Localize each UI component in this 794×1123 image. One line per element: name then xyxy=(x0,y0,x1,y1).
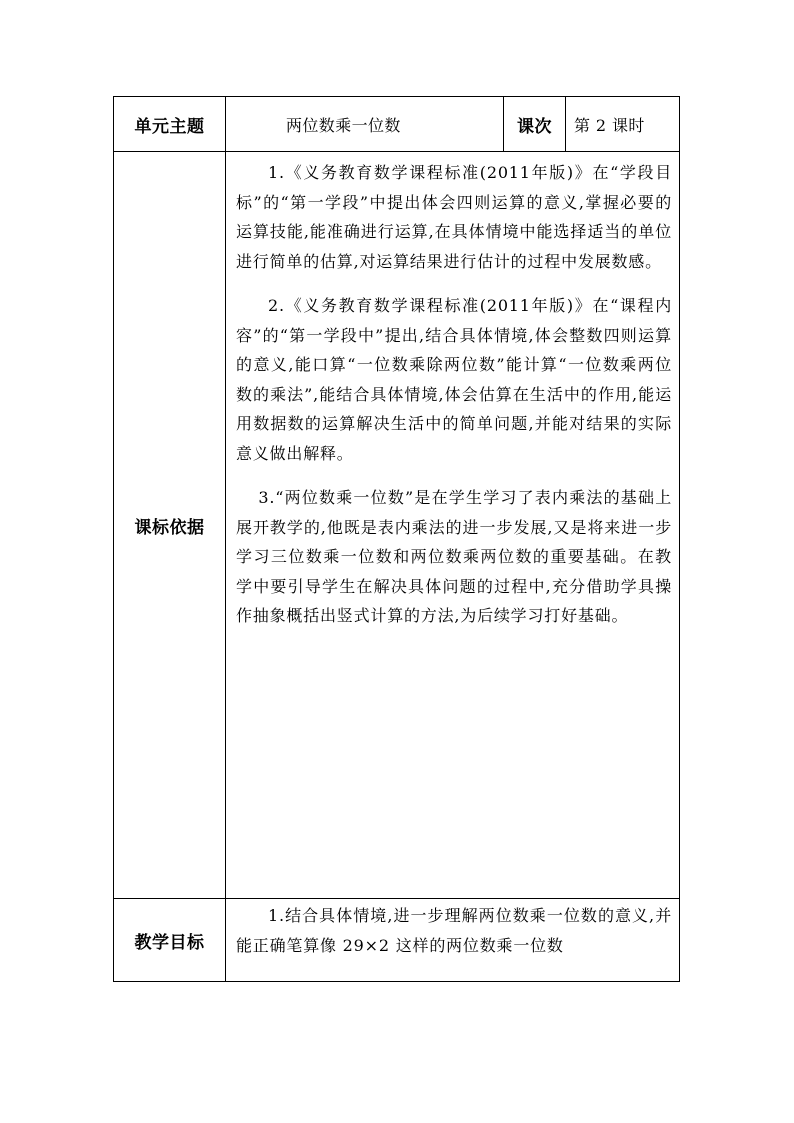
header-row xyxy=(114,97,680,152)
curriculum-basis-paragraph-1: 1.《义务教育数学课程标准(2011年版)》在“学段目标”的“第一学段”中提出体会四则运算的意义,掌握必要的运算技能,能准确进行运算,在具体情境中能选择适当的单位进行简单的估算,对运算结果进行估计的过程中发展数感。 xyxy=(236,163,672,271)
curriculum-basis-paragraph-3: 3.“两位数乘一位数”是在学生学习了表内乘法的基础上展开教学的,他既是表内乘法的进一步发展,又是将来进一步学习三位数乘一位数和两位数乘两位数的重要基础。在教学中要引导学生在解决具体问题的过程中,充分借助学具操作抽象概括出竖式计算的方法,为后续学习打好基础。 xyxy=(236,488,672,625)
unit-theme-value: 两位数乘一位数 xyxy=(226,97,504,152)
curriculum-basis-content xyxy=(226,152,680,899)
lesson-value: 第 2 课时 xyxy=(566,97,680,152)
teaching-goals-content xyxy=(226,899,680,982)
teaching-goals-row xyxy=(114,899,680,982)
curriculum-basis-label: 课标依据 xyxy=(114,152,226,899)
teaching-goals-paragraph-1: 1.结合具体情境,进一步理解两位数乘一位数的意义,并能正确笔算像 29×2 这样的两位数乘一位数 xyxy=(236,906,672,955)
lesson-plan-table xyxy=(113,96,680,982)
curriculum-basis-row xyxy=(114,152,680,899)
unit-theme-label: 单元主题 xyxy=(114,97,226,152)
curriculum-basis-paragraph-2: 2.《义务教育数学课程标准(2011年版)》在“课程内容”的“第一学段中”提出,结合具体情境,体会整数四则运算的意义,能口算“一位数乘除两位数”能计算“一位数乘两位数的乘法”,能结合具体情境,体会估算在生活中的作用,能运用数据数的运算解决生活中的简单问题,并能对结果的实际意义做出解释。 xyxy=(236,296,672,463)
lesson-label: 课次 xyxy=(504,97,566,152)
teaching-goals-label: 教学目标 xyxy=(114,899,226,982)
